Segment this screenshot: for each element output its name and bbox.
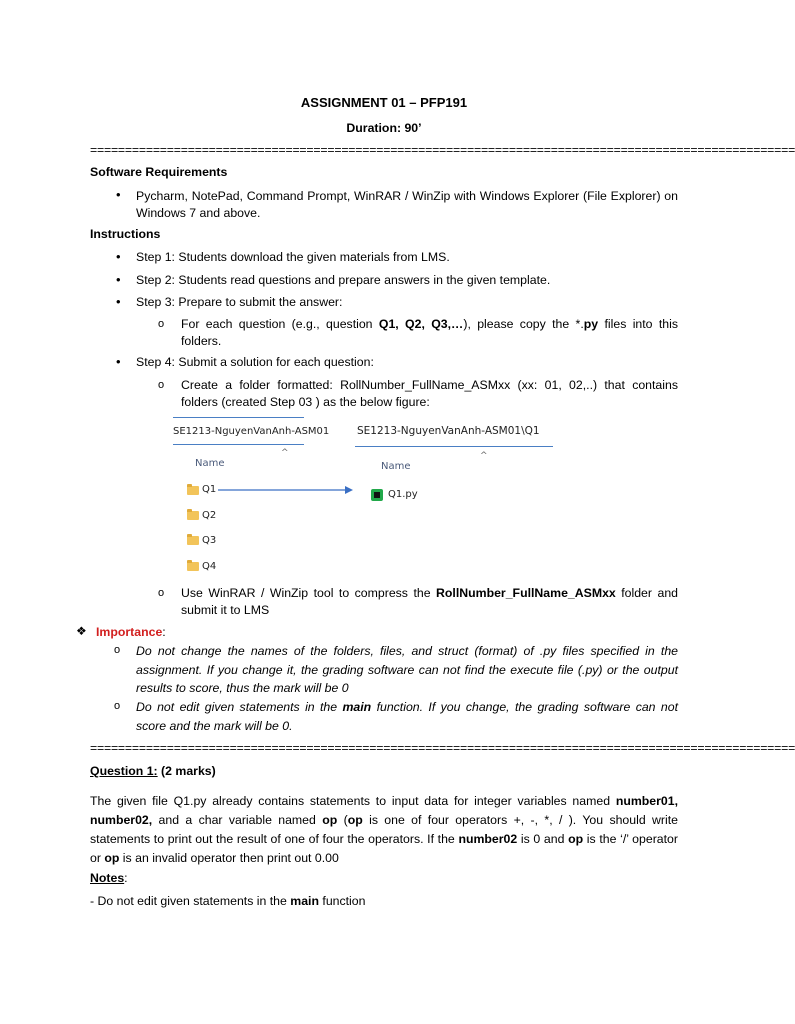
notes-heading: Notes: [90, 871, 128, 885]
bullet-icon: • [116, 272, 121, 287]
importance-item-2: Do not edit given statements in the main function. If you change, the grading software can not score and the mark will be 0. [136, 700, 678, 733]
importance-item-1: Do not change the names of the folders, files, and struct (format) of .py files specified in the assignment. If you change it, the grading software can not find the execute file (.py) or the output results to score, thus the mark will be 0 [136, 644, 678, 695]
right-path: SE1213-NguyenVanAnh-ASM01\Q1 [357, 425, 540, 437]
note-1: - Do not edit given statements in the main function [90, 894, 366, 908]
header-line [173, 444, 304, 445]
bullet-icon: • [116, 354, 121, 369]
software-heading: Software Requirements [90, 165, 228, 179]
folder-q2: Q2 [202, 510, 217, 521]
instructions-heading: Instructions [90, 227, 161, 241]
step-1: Step 1: Students download the given materials from LMS. [136, 250, 450, 264]
step-3-sub: For each question (e.g., question Q1, Q2, Q3,…), please copy the *.py files into this folders. [181, 317, 679, 348]
arrow-icon [218, 484, 358, 496]
header-line [355, 446, 553, 447]
bullet-icon: • [116, 249, 121, 264]
circle-bullet-icon: o [114, 644, 121, 656]
circle-bullet-icon: o [158, 379, 165, 391]
step-4-sub-2: Use WinRAR / WinZip tool to compress the RollNumber_FullName_ASMxx folder and submit it to LMS [181, 586, 678, 617]
header-line [173, 417, 304, 418]
bullet-icon: • [116, 187, 121, 202]
folder-icon [187, 536, 199, 545]
right-name-column: Name [381, 461, 411, 472]
question-1-body: The given file Q1.py already contains statements to input data for integer variables named number01, number02, and a char variable named op (op is one of four operators +, -, *, / ). You should write statements to print out the result of one of four the operators. If the number02 is 0 and op is the ‘/’ operator or op is an invalid operator then print out 0.00 [90, 794, 678, 865]
folder-q3: Q3 [202, 535, 217, 546]
step-2: Step 2: Students read questions and prepare answers in the given template. [136, 273, 551, 287]
separator-top: ===================================================================================================== [90, 143, 795, 157]
folder-icon [187, 486, 199, 495]
python-file-icon [371, 489, 383, 501]
sort-chevron-icon: ^ [480, 451, 488, 461]
step-4-sub-1: Create a folder formatted: RollNumber_FullName_ASMxx (xx: 01, 02,..) that contains folders (created Step 03 ) as the below figure: [181, 378, 678, 409]
folder-q4: Q4 [202, 561, 217, 572]
importance-heading: Importance: [96, 625, 166, 639]
step-4: Step 4: Submit a solution for each question: [136, 355, 374, 369]
circle-bullet-icon: o [158, 587, 165, 599]
separator-bottom: ===================================================================================================== [90, 741, 795, 755]
folder-icon [187, 511, 199, 520]
diamond-bullet-icon: ❖ [76, 624, 87, 638]
step-3: Step 3: Prepare to submit the answer: [136, 295, 343, 309]
page-title: ASSIGNMENT 01 – PFP191 [300, 95, 468, 110]
sort-chevron-icon: ^ [281, 448, 289, 458]
folder-icon [187, 562, 199, 571]
duration: Duration: 90’ [346, 121, 422, 135]
folder-q1: Q1 [202, 484, 217, 495]
question-1-heading: Question 1: (2 marks) [90, 764, 216, 778]
software-item: Pycharm, NotePad, Command Prompt, WinRAR / WinZip with Windows Explorer (File Explorer) on Windows 7 and above. [136, 189, 678, 220]
left-name-column: Name [195, 458, 225, 469]
bullet-icon: • [116, 294, 121, 309]
circle-bullet-icon: o [158, 318, 165, 330]
left-path: SE1213-NguyenVanAnh-ASM01 [173, 426, 330, 437]
file-q1py: Q1.py [388, 489, 418, 500]
circle-bullet-icon: o [114, 700, 121, 712]
